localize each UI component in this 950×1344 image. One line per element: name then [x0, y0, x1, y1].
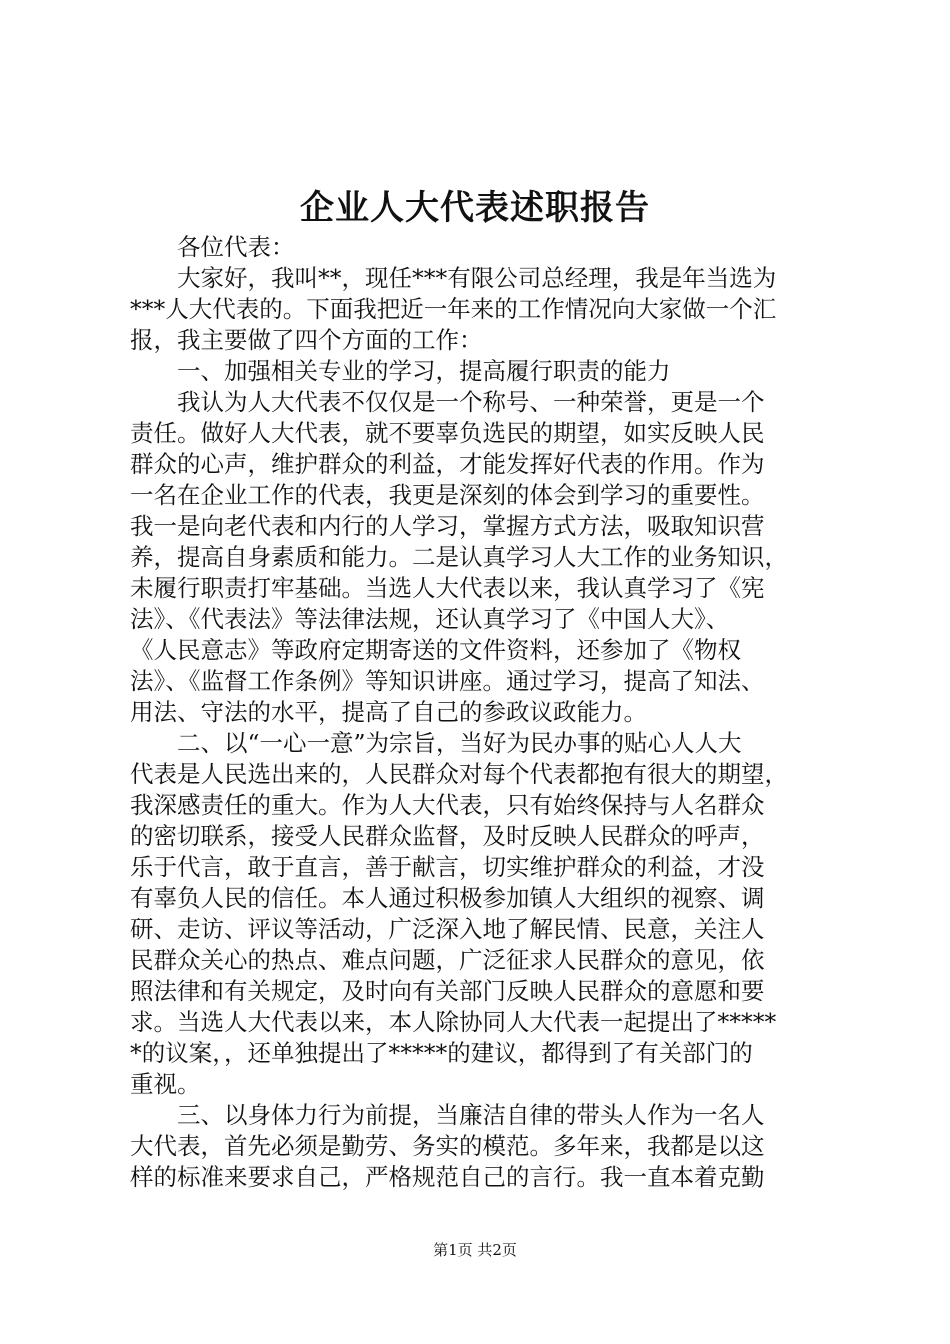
- body-line: 责任。做好人大代表，就不要辜负选民的期望，如实反映人民: [130, 419, 765, 447]
- body-line: 样的标准来要求自己，严格规范自己的言行。我一直本着克勤: [130, 1163, 765, 1191]
- body-line: 我深感责任的重大。作为人大代表，只有始终保持与人名群众: [130, 791, 765, 819]
- body-line: 《人民意志》等政府定期寄送的文件资料，还参加了《物权: [130, 636, 741, 664]
- body-line: 各位代表：: [130, 233, 295, 261]
- section-heading-1: 一、加强相关专业的学习，提高履行职责的能力: [130, 357, 671, 385]
- body-line: 大代表，首先必须是勤劳、务实的模范。多年来，我都是以这: [130, 1132, 765, 1160]
- body-line: 重视。: [130, 1070, 201, 1098]
- section-heading-2: 二、以“一心一意”为宗旨，当好为民办事的贴心人人大: [130, 729, 742, 757]
- body-line: 代表是人民选出来的，人民群众对每个代表都抱有很大的期望，: [130, 760, 788, 788]
- body-line: 一名在企业工作的代表，我更是深刻的体会到学习的重要性。: [130, 481, 765, 509]
- body-line: 养，提高自身素质和能力。二是认真学习人大工作的业务知识，: [130, 543, 788, 571]
- document-title: 企业人大代表述职报告: [300, 188, 650, 228]
- body-line: 研、走访、评议等活动，广泛深入地了解民情、民意，关注人: [130, 915, 765, 943]
- body-line: 我认为人大代表不仅仅是一个称号、一种荣誉，更是一个: [130, 388, 765, 416]
- body-line: 大家好，我叫**，现任***有限公司总经理，我是年当选为: [130, 264, 777, 292]
- body-line: 法》、《监督工作条例》等知识讲座。通过学习，提高了知法、: [130, 667, 765, 695]
- body-line: 我一是向老代表和内行的人学习，掌握方式方法，吸取知识营: [130, 512, 765, 540]
- body-line: 报，我主要做了四个方面的工作：: [130, 326, 483, 354]
- body-line: ***人大代表的。下面我把近一年来的工作情况向大家做一个汇: [130, 295, 777, 323]
- body-line: 群众的心声，维护群众的利益，才能发挥好代表的作用。作为: [130, 450, 765, 478]
- body-line: 法》、《代表法》等法律法规，还认真学习了《中国人大》、: [130, 605, 730, 633]
- body-line: 民群众关心的热点、难点问题，广泛征求人民群众的意见，依: [130, 946, 765, 974]
- body-line: 的密切联系，接受人民群众监督，及时反映人民群众的呼声，: [130, 822, 765, 850]
- body-line: 有辜负人民的信任。本人通过积极参加镇人大组织的视察、调: [130, 884, 765, 912]
- body-line: *的议案，，还单独提出了*****的建议，都得到了有关部门的: [130, 1039, 753, 1067]
- section-heading-3: 三、以身体力行为前提，当廉洁自律的带头人作为一名人: [130, 1101, 765, 1129]
- body-line: 未履行职责打牢基础。当选人大代表以来，我认真学习了《宪: [130, 574, 765, 602]
- body-line: 乐于代言，敢于直言，善于献言，切实维护群众的利益，才没: [130, 853, 765, 881]
- body-line: 求。当选人大代表以来，本人除协同人大代表一起提出了*****: [130, 1008, 777, 1036]
- body-line: 照法律和有关规定，及时向有关部门反映人民群众的意愿和要: [130, 977, 765, 1005]
- page-footer: 第1页 共2页: [433, 1241, 517, 1259]
- body-line: 用法、守法的水平，提高了自己的参政议政能力。: [130, 698, 647, 726]
- document-body: [130, 232, 830, 1193]
